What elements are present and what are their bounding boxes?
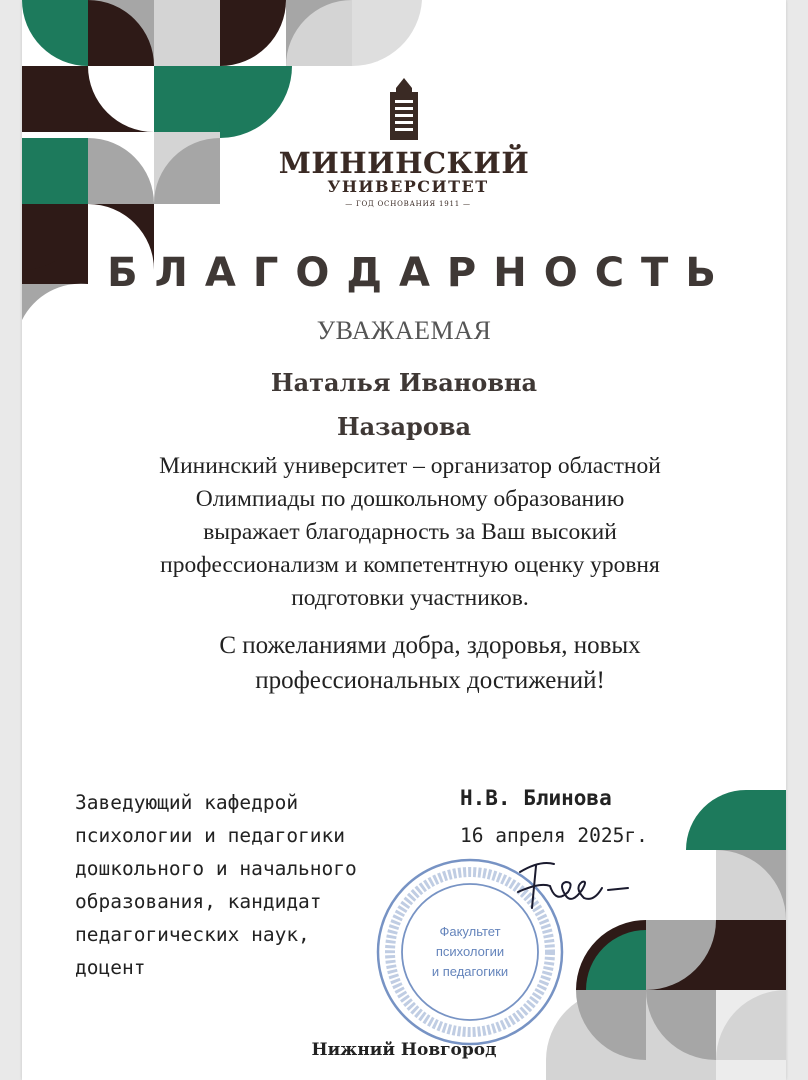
logo-founding-year: — ГОД ОСНОВАНИЯ 1911 — [345, 200, 471, 208]
wish-line: С пожеланиями добра, здоровья, новых [219, 632, 641, 659]
stamp-text-line: психологии [435, 944, 505, 959]
handwritten-signature [510, 852, 640, 922]
greeting: УВАЖАЕМАЯ [316, 316, 492, 345]
position-line: Заведующий кафедрой [75, 791, 299, 814]
body-text [60, 450, 760, 615]
university-logo [22, 78, 786, 208]
position-line: психологии и педагогики [75, 824, 346, 847]
signatory-name: Н.В. Блинова [460, 786, 612, 810]
stamp-text-line: Факультет [439, 924, 501, 939]
certificate-title: БЛАГОДАРНОСТЬ [107, 250, 733, 296]
city-label: Нижний Новгород [311, 1040, 497, 1060]
position-line: педагогических наук, [75, 923, 310, 946]
wish-line: профессиональных достижений! [255, 667, 605, 694]
wish-text [120, 628, 740, 698]
body-line: выражает благодарность за Ваш высокий [203, 519, 617, 545]
tower-logo-icon [384, 78, 424, 140]
body-line: Олимпиады по дошкольному образованию [195, 486, 625, 512]
position-line: доцент [75, 956, 146, 979]
recipient-name-line2: Назарова [336, 412, 472, 441]
body-line: подготовки участников. [291, 585, 529, 611]
signing-date: 16 апреля 2025г. [460, 824, 648, 847]
signatory-position [75, 786, 405, 984]
position-line: образования, кандидат [75, 890, 322, 913]
body-line: Мининский университет – организатор областной [159, 453, 661, 479]
stamp-text-line: и педагогики [431, 964, 509, 979]
recipient-name-line1: Наталья Ивановна [270, 368, 538, 397]
logo-name-line2: УНИВЕРСИТЕТ [327, 177, 489, 196]
logo-name-line1: МИНИНСКИЙ [278, 146, 530, 180]
position-line: дошкольного и начального [75, 857, 357, 880]
body-line: профессионализм и компетентную оценку уровня [160, 552, 660, 578]
